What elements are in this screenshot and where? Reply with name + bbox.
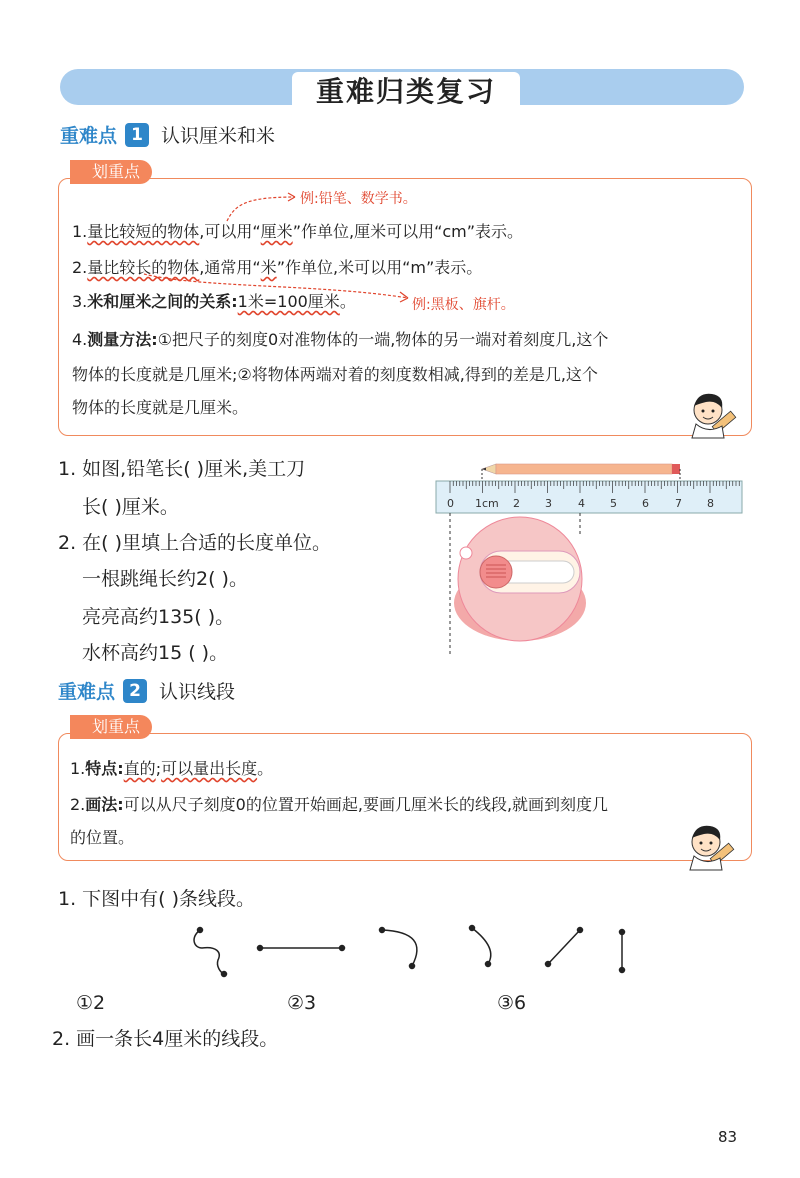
underlined-text: 可以量出长度	[161, 759, 258, 778]
text: ,通常用“	[199, 258, 261, 277]
point-4-line-2: 物体的长度就是几厘米;②将物体两端对着的刻度数相减,得到的差是几,这个	[72, 365, 598, 384]
question-2-item-a: 一根跳绳长约2( )。	[82, 568, 248, 590]
option-2: ②3	[287, 992, 317, 1014]
section-number: 2	[123, 679, 147, 703]
ruler-illustration	[430, 455, 746, 665]
boy-mascot-icon	[682, 388, 742, 444]
text: 可以从尺子刻度0的位置开始画起,要画几厘米长的线段,就画到刻度几	[123, 795, 609, 814]
text: ;	[155, 759, 162, 778]
ruler-label: 5	[610, 497, 617, 510]
note-arrow-1	[225, 185, 305, 225]
point-number: 4.	[72, 330, 88, 349]
boy-mascot-icon	[680, 820, 740, 876]
pencil-icon	[482, 464, 680, 474]
page-title: 重难归类复习	[292, 72, 520, 112]
question-1-line-2: 长( )厘米。	[82, 496, 179, 518]
drawing-method-point	[70, 794, 608, 816]
question-2-item-b: 亮亮高约135( )。	[82, 606, 235, 628]
option-3: ③6	[497, 992, 527, 1014]
ruler-label: 6	[642, 497, 649, 510]
example-note-1: 例:铅笔、数学书。	[300, 191, 417, 207]
text: 。	[339, 292, 356, 311]
ruler-label: 1cm	[475, 497, 499, 510]
underlined-text: 量比较短的物体	[87, 222, 200, 241]
ruler-label: 7	[675, 497, 682, 510]
key-points-tag: 划重点	[70, 160, 152, 184]
bold-label: 特点:	[85, 759, 124, 778]
example-note-2: 例:黑板、旗杆。	[412, 297, 515, 313]
section-number: 1	[125, 123, 149, 147]
feature-point	[70, 758, 273, 780]
segment-figure	[548, 930, 580, 964]
curve-figure-3	[472, 928, 491, 964]
point-number: 2.	[70, 795, 86, 814]
section-title: 认识线段	[159, 681, 236, 703]
curve-figure-1	[194, 930, 224, 974]
point-number: 3.	[72, 292, 88, 311]
ruler-label: 3	[545, 497, 552, 510]
point-number: 2.	[72, 258, 88, 277]
question-2-line-1: 2. 在( )里填上合适的长度单位。	[58, 532, 332, 554]
bold-label: 米和厘米之间的关系:	[87, 292, 238, 311]
question-2-item-c: 水杯高约15 ( )。	[82, 642, 229, 664]
segment-question-2: 2. 画一条长4厘米的线段。	[52, 1028, 279, 1050]
section-key: 重难点	[60, 125, 118, 147]
section-1-header	[60, 121, 275, 148]
ruler-label: 4	[578, 497, 585, 510]
point-number: 1.	[72, 222, 88, 241]
text: 。	[257, 759, 274, 778]
bold-label: 测量方法:	[87, 330, 158, 349]
point-3	[72, 291, 356, 313]
ruler-label: 0	[447, 497, 454, 510]
bold-label: 画法:	[85, 795, 124, 814]
drawing-method-line-2: 的位置。	[70, 828, 135, 847]
text: ,可以用“	[199, 222, 261, 241]
underlined-text: 厘米	[260, 222, 293, 241]
point-4-line-3: 物体的长度就是几厘米。	[72, 398, 249, 417]
text: ”作单位,米可以用“m”表示。	[276, 258, 483, 277]
point-number: 1.	[70, 759, 86, 778]
text: ”作单位,厘米可以用“cm”表示。	[292, 222, 524, 241]
ruler-label: 8	[707, 497, 714, 510]
section-key: 重难点	[58, 681, 116, 703]
curve-figure-2	[382, 930, 417, 966]
underlined-text: 米	[260, 258, 277, 277]
option-1: ①2	[76, 992, 106, 1014]
point-4	[72, 329, 608, 351]
page-number: 83	[718, 1128, 738, 1146]
underlined-text: 量比较长的物体	[87, 258, 200, 277]
text: ①把尺子的刻度0对准物体的一端,物体的另一端对着刻度几,这个	[157, 330, 609, 349]
section-2-header	[58, 677, 235, 704]
utility-knife-icon	[454, 517, 586, 641]
point-1	[72, 221, 523, 243]
segment-question-1: 1. 下图中有( )条线段。	[58, 888, 256, 910]
underlined-text: 直的	[123, 759, 156, 778]
section-title: 认识厘米和米	[161, 125, 276, 147]
underlined-text: 1米=100厘米	[237, 292, 340, 311]
line-figures	[180, 918, 640, 980]
ruler-label: 2	[513, 497, 520, 510]
question-1-line-1: 1. 如图,铅笔长( )厘米,美工刀	[58, 458, 306, 480]
key-points-tag: 划重点	[70, 715, 152, 739]
